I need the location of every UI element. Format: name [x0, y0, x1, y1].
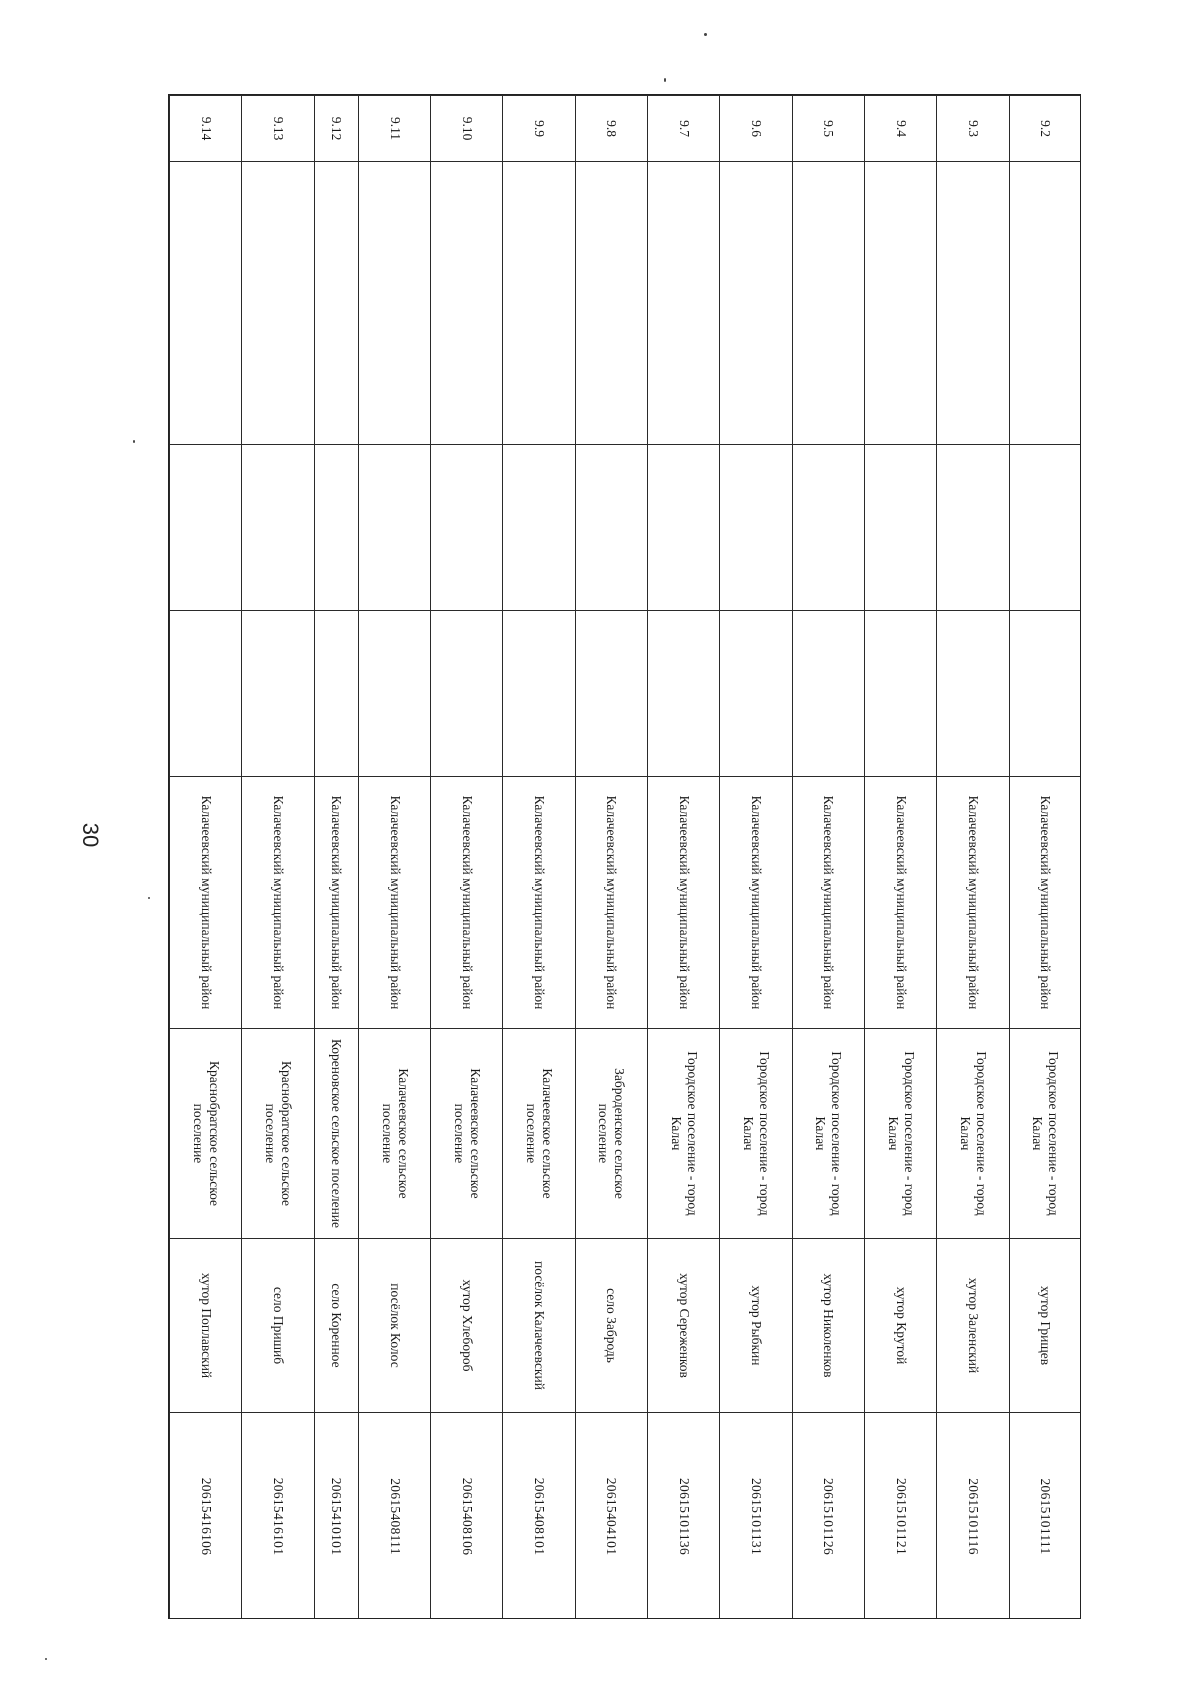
empty-cell [648, 445, 720, 611]
code-cell: 20615101111 [1009, 1413, 1081, 1620]
locality-cell: посёлок Калачеевский [503, 1239, 575, 1413]
scan-speck [148, 897, 150, 899]
empty-cell [792, 445, 864, 611]
district-cell: Калачеевский муниципальный район [242, 777, 314, 1029]
code-cell: 20615101116 [937, 1413, 1009, 1620]
scan-speck [133, 440, 135, 443]
empty-cell [1009, 611, 1081, 777]
empty-cell [358, 162, 430, 445]
row-number: 9.11 [358, 96, 430, 162]
registry-table-rotated [169, 95, 1081, 1619]
empty-cell [314, 162, 358, 445]
code-cell: 20615408106 [431, 1413, 503, 1620]
page-number: 30 [78, 822, 103, 848]
table-row [503, 96, 575, 1620]
empty-cell [720, 611, 792, 777]
settlement-cell: Кореновское сельское поселение [314, 1029, 358, 1239]
empty-cell [792, 162, 864, 445]
empty-cell [648, 611, 720, 777]
row-number: 9.7 [648, 96, 720, 162]
table-row [358, 96, 430, 1620]
district-cell: Калачеевский муниципальный район [720, 777, 792, 1029]
scan-speck [704, 33, 707, 36]
district-cell: Калачеевский муниципальный район [648, 777, 720, 1029]
empty-cell [431, 445, 503, 611]
settlement-cell: Городское поселение - город Калач [720, 1029, 792, 1239]
locality-cell: село Забродь [575, 1239, 647, 1413]
registry-table [169, 95, 1081, 1619]
empty-cell [314, 445, 358, 611]
row-number: 9.12 [314, 96, 358, 162]
row-number: 9.13 [242, 96, 314, 162]
code-cell: 20615408101 [503, 1413, 575, 1620]
settlement-cell: Городское поселение - город Калач [1009, 1029, 1081, 1239]
locality-cell: село Коренное [314, 1239, 358, 1413]
code-cell: 20615101121 [865, 1413, 937, 1620]
row-number: 9.14 [170, 96, 242, 162]
empty-cell [575, 611, 647, 777]
empty-cell [575, 162, 647, 445]
empty-cell [242, 162, 314, 445]
district-cell: Калачеевский муниципальный район [937, 777, 1009, 1029]
empty-cell [503, 611, 575, 777]
empty-cell [937, 162, 1009, 445]
district-cell: Калачеевский муниципальный район [503, 777, 575, 1029]
empty-cell [170, 445, 242, 611]
row-number: 9.2 [1009, 96, 1081, 162]
settlement-cell: Краснобратское сельское поселение [242, 1029, 314, 1239]
code-cell: 20615416101 [242, 1413, 314, 1620]
empty-cell [865, 611, 937, 777]
empty-cell [1009, 162, 1081, 445]
settlement-cell: Городское поселение - город Калач [865, 1029, 937, 1239]
settlement-cell: Заброденское сельское поселение [575, 1029, 647, 1239]
code-cell: 20615408111 [358, 1413, 430, 1620]
empty-cell [865, 445, 937, 611]
row-number: 9.8 [575, 96, 647, 162]
code-cell: 20615416106 [170, 1413, 242, 1620]
district-cell: Калачеевский муниципальный район [314, 777, 358, 1029]
row-number: 9.3 [937, 96, 1009, 162]
code-cell: 20615101126 [792, 1413, 864, 1620]
empty-cell [720, 162, 792, 445]
registry-table-frame [168, 94, 1081, 1619]
settlement-cell: Калачеевское сельское поселение [503, 1029, 575, 1239]
empty-cell [792, 611, 864, 777]
empty-cell [170, 162, 242, 445]
empty-cell [358, 445, 430, 611]
locality-cell: хутор Крутой [865, 1239, 937, 1413]
empty-cell [358, 611, 430, 777]
locality-cell: хутор Николенков [792, 1239, 864, 1413]
empty-cell [170, 611, 242, 777]
settlement-cell: Калачеевское сельское поселение [431, 1029, 503, 1239]
locality-cell: хутор Сереженков [648, 1239, 720, 1413]
empty-cell [937, 611, 1009, 777]
settlement-cell: Калачеевское сельское поселение [358, 1029, 430, 1239]
table-row [792, 96, 864, 1620]
settlement-cell: Городское поселение - город Калач [937, 1029, 1009, 1239]
empty-cell [503, 162, 575, 445]
table-row [575, 96, 647, 1620]
district-cell: Калачеевский муниципальный район [358, 777, 430, 1029]
locality-cell: хутор Поплавский [170, 1239, 242, 1413]
table-row [720, 96, 792, 1620]
empty-cell [431, 162, 503, 445]
district-cell: Калачеевский муниципальный район [865, 777, 937, 1029]
row-number: 9.10 [431, 96, 503, 162]
empty-cell [720, 445, 792, 611]
settlement-cell: Городское поселение - город Калач [792, 1029, 864, 1239]
table-row [937, 96, 1009, 1620]
table-row [1009, 96, 1081, 1620]
locality-cell: посёлок Колос [358, 1239, 430, 1413]
code-cell: 20615410101 [314, 1413, 358, 1620]
district-cell: Калачеевский муниципальный район [1009, 777, 1081, 1029]
code-cell: 20615101131 [720, 1413, 792, 1620]
table-row [865, 96, 937, 1620]
row-number: 9.5 [792, 96, 864, 162]
empty-cell [937, 445, 1009, 611]
district-cell: Калачеевский муниципальный район [575, 777, 647, 1029]
locality-cell: хутор Заленский [937, 1239, 1009, 1413]
locality-cell: хутор Рыбкин [720, 1239, 792, 1413]
registry-body [170, 96, 1082, 1620]
district-cell: Калачеевский муниципальный район [792, 777, 864, 1029]
empty-cell [503, 445, 575, 611]
row-number: 9.6 [720, 96, 792, 162]
scan-speck [664, 78, 666, 82]
settlement-cell: Городское поселение - город Калач [648, 1029, 720, 1239]
empty-cell [648, 162, 720, 445]
locality-cell: хутор Грищев [1009, 1239, 1081, 1413]
empty-cell [865, 162, 937, 445]
table-row [242, 96, 314, 1620]
code-cell: 20615404101 [575, 1413, 647, 1620]
table-row [431, 96, 503, 1620]
district-cell: Калачеевский муниципальный район [431, 777, 503, 1029]
row-number: 9.9 [503, 96, 575, 162]
code-cell: 20615101136 [648, 1413, 720, 1620]
settlement-cell: Краснобратское сельское поселение [170, 1029, 242, 1239]
locality-cell: хутор Хлебороб [431, 1239, 503, 1413]
empty-cell [1009, 445, 1081, 611]
table-row [314, 96, 358, 1620]
locality-cell: село Пришиб [242, 1239, 314, 1413]
empty-cell [314, 611, 358, 777]
empty-cell [575, 445, 647, 611]
row-number: 9.4 [865, 96, 937, 162]
empty-cell [242, 445, 314, 611]
empty-cell [431, 611, 503, 777]
table-row [170, 96, 242, 1620]
district-cell: Калачеевский муниципальный район [170, 777, 242, 1029]
scan-speck [45, 1658, 47, 1660]
empty-cell [242, 611, 314, 777]
table-row [648, 96, 720, 1620]
